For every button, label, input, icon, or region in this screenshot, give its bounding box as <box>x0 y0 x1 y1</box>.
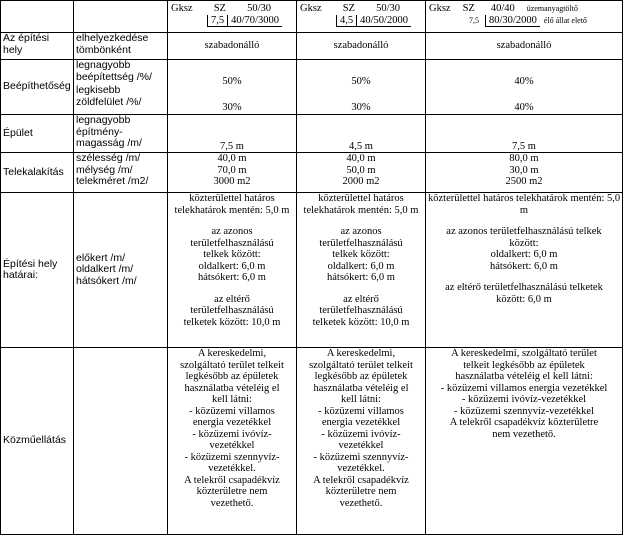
text-line: közterülettel határos <box>318 193 404 204</box>
cell <box>168 193 297 348</box>
cell <box>297 60 426 115</box>
text-line: telkek között: <box>203 249 261 260</box>
text-line: - közüzemi szennyvíz-vezetékkel <box>454 405 594 417</box>
value: 70,0 m <box>217 164 247 176</box>
zone-code: SZ <box>462 3 475 14</box>
text-line: - közüzemi ivóvíz- <box>321 428 401 440</box>
text-line: telekhatárok mentén: 5,0 m <box>303 204 419 216</box>
text-line: hátsókert: 6,0 m <box>198 272 266 283</box>
header-row <box>1 1 623 33</box>
sub-line: mélység /m/ <box>76 163 133 176</box>
zone-height: 7,5 <box>469 15 479 25</box>
sub-line: hátsókert /m/ <box>76 274 137 287</box>
text-line: az eltérő <box>214 293 250 305</box>
cell <box>426 193 623 348</box>
row-label: Az építési hely <box>1 33 74 60</box>
text-line: vezetékkel. <box>337 463 385 474</box>
value: 40,0 m <box>217 153 247 164</box>
text-line: oldalkert: 6,0 m <box>327 260 395 272</box>
text-line: legkésőbb az épületek <box>314 371 408 382</box>
value: 40% <box>514 76 534 87</box>
text-line: - közüzemi ivóvíz- <box>192 428 272 440</box>
row-sub: elhelyezkedése tömbönként <box>74 33 168 60</box>
text-line: közterületre nem <box>196 486 268 497</box>
cell <box>297 193 426 348</box>
text-line: A kereskedelmi, szolgáltató terület <box>451 348 597 359</box>
cell <box>168 153 297 193</box>
text-line: kell látni: <box>212 394 252 405</box>
row-beepithetoseg <box>1 60 623 115</box>
text-line: A kereskedelmi, <box>197 348 267 359</box>
cell <box>426 60 623 115</box>
text-line: használatba vételéig el <box>184 382 280 394</box>
text-line: között: 6,0 m <box>496 293 552 305</box>
text-line: vezetékkel <box>209 440 255 451</box>
zone-header-2 <box>297 1 426 33</box>
zone-params: 80/30/2000 <box>485 15 540 28</box>
sub-line: telekméret /m2/ <box>76 175 149 187</box>
row-epitesi-hely <box>1 33 623 60</box>
zone-ratio: 50/30 <box>247 3 271 14</box>
text-line: - közüzemi villamos <box>189 405 275 417</box>
value: 3000 m2 <box>213 176 251 187</box>
cell <box>426 348 623 535</box>
text-line: - közüzemi szennyvíz- <box>184 451 280 463</box>
value: 30% <box>222 101 242 113</box>
row-epulet <box>1 115 623 153</box>
row-sub: legnagyobb építmény-magasság /m/ <box>74 115 168 153</box>
cell <box>297 348 426 535</box>
zone-code: SZ <box>213 3 226 14</box>
zone-params: 40/50/2000 <box>356 15 411 28</box>
value: 2000 m2 <box>342 176 380 187</box>
text-line: A telekről csapadékvíz közterületre <box>449 417 599 428</box>
zone-ratio: 50/30 <box>376 3 400 14</box>
zone-height: 7,5 <box>207 15 227 28</box>
row-sub <box>74 153 168 193</box>
text-line: szolgáltató terület telkeit <box>309 359 413 371</box>
cell: szabadonálló <box>426 33 623 60</box>
text-line: vezetékkel. <box>208 463 256 474</box>
text-line: legkésőbb az épületek <box>185 371 279 382</box>
row-label: Építési hely határai: <box>1 193 74 348</box>
text-line: vezethető. <box>210 497 254 509</box>
text-line: az eltérő területfelhasználású telketek <box>445 282 603 293</box>
zone-note: üzemanyagtöltő <box>526 4 578 13</box>
cell: szabadonálló <box>168 33 297 60</box>
row-telekalakitas <box>1 153 623 193</box>
row-kozmu <box>1 348 623 535</box>
cell <box>168 348 297 535</box>
text-line: területfelhasználású <box>190 237 274 249</box>
cell <box>297 153 426 193</box>
cell: 7,5 m <box>168 115 297 153</box>
row-sub-empty <box>74 348 168 535</box>
sub-line: legkisebb zöldfelület /%/ <box>76 84 142 108</box>
text-line: az eltérő <box>343 293 379 305</box>
value: 40,0 m <box>346 153 376 164</box>
text-line: között: <box>509 237 539 249</box>
zone-height: 4,5 <box>336 15 356 28</box>
cell: 7,5 m <box>426 115 623 153</box>
sub-line: legnagyobb beépítettség /%/ <box>76 59 152 83</box>
text-line: használatba vételéig el <box>313 382 409 394</box>
zone-note-2: élő állat elető <box>543 15 587 25</box>
row-hatarai <box>1 193 623 348</box>
text-line: telketek között: 10,0 m <box>183 316 281 328</box>
value: 50% <box>222 76 242 87</box>
text-line: nem vezethető. <box>492 428 556 440</box>
text-line: hátsókert: 6,0 m <box>327 272 395 283</box>
value: 2500 m2 <box>505 176 543 187</box>
text-line: A telekről csapadékvíz <box>313 474 409 486</box>
text-line: telkeit legkésőbb az épületek <box>463 359 585 371</box>
text-line: - közüzemi villamos energia vezetékkel <box>440 382 608 394</box>
text-line: - közüzemi villamos <box>318 405 404 417</box>
text-line: közterülettel határos telekhatárok mentén: 5,0 <box>428 193 621 204</box>
zone-gksz: Gksz <box>300 3 322 14</box>
text-line: energia vezetékkel <box>192 417 272 428</box>
text-line: telkek között: <box>332 249 390 260</box>
text-line: oldalkert: 6,0 m <box>490 249 558 260</box>
zone-params: 40/70/3000 <box>227 15 282 28</box>
cell <box>168 60 297 115</box>
cell: 4,5 m <box>297 115 426 153</box>
value: 40% <box>514 101 534 113</box>
text-line: - közüzemi ivóvíz-vezetékkel <box>461 394 587 405</box>
text-line: A kereskedelmi, <box>326 348 396 359</box>
sub-line: szélesség /m/ <box>76 152 141 164</box>
text-line: m <box>519 204 529 216</box>
header-empty-1 <box>1 1 74 33</box>
text-line: vezethető. <box>339 497 383 509</box>
zone-code: SZ <box>342 3 355 14</box>
value: 80,0 m <box>509 153 539 164</box>
text-line: az azonos területfelhasználású telkek <box>446 226 602 237</box>
value: 50% <box>351 76 371 87</box>
row-label: Közműellátás <box>1 348 74 535</box>
value: 50,0 m <box>346 164 376 176</box>
text-line: A telekről csapadékvíz <box>184 474 280 486</box>
text-line: oldalkert: 6,0 m <box>198 260 266 272</box>
text-line: az azonos <box>211 226 253 237</box>
zone-ratio: 40/40 <box>490 3 515 14</box>
header-empty-2 <box>74 1 168 33</box>
value: 30% <box>351 101 371 113</box>
zone-header-1 <box>168 1 297 33</box>
row-label: Beépíthetőség <box>1 60 74 115</box>
sub-line: oldalkert /m/ <box>76 263 134 276</box>
text-line: közterülettel határos <box>189 193 275 204</box>
text-line: területfelhasználású <box>319 305 403 316</box>
row-label: Épület <box>1 115 74 153</box>
zone-gksz: Gksz <box>429 3 451 14</box>
row-sub <box>74 193 168 348</box>
text-line: hátsókert: 6,0 m <box>490 260 558 272</box>
text-line: telketek között: 10,0 m <box>312 316 410 328</box>
text-line: vezetékkel <box>338 440 384 451</box>
cell: szabadonálló <box>297 33 426 60</box>
row-sub <box>74 60 168 115</box>
text-line: energia vezetékkel <box>321 417 401 428</box>
zone-gksz: Gksz <box>171 3 193 14</box>
text-line: az azonos <box>340 226 382 237</box>
text-line: területfelhasználású <box>319 237 403 249</box>
text-line: területfelhasználású <box>190 305 274 316</box>
text-line: szolgáltató terület telkeit <box>180 359 284 371</box>
text-line: - közüzemi szennyvíz- <box>313 451 409 463</box>
value: 30,0 m <box>509 164 539 176</box>
cell <box>426 153 623 193</box>
zone-header-3 <box>426 1 623 33</box>
text-line: telekhatárok mentén: 5,0 m <box>174 204 290 216</box>
sub-line: előkert /m/ <box>76 251 126 264</box>
text-line: használatba vételéig el kell látni: <box>455 371 593 382</box>
text-line: kell látni: <box>341 394 381 405</box>
text-line: közterületre nem <box>325 486 397 497</box>
row-label: Telekalakítás <box>1 153 74 193</box>
